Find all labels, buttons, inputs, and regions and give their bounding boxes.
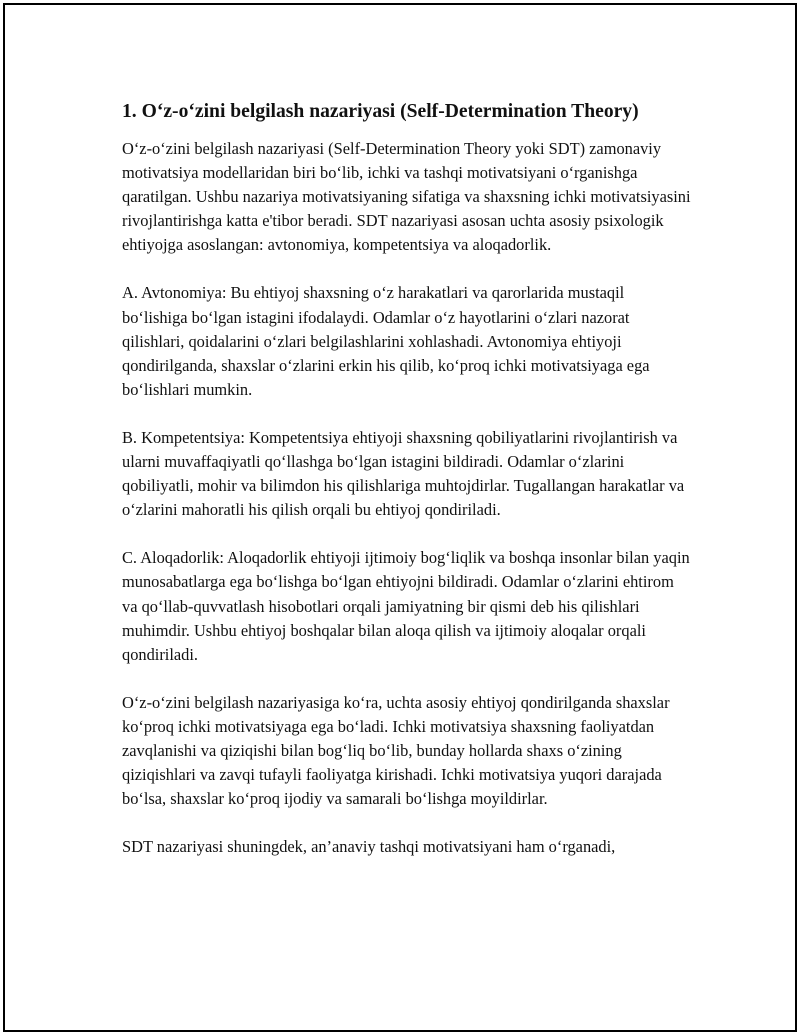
document-page xyxy=(3,3,797,1032)
document-body xyxy=(122,98,692,883)
paragraph-intro: O‘z-o‘zini belgilash nazariyasi (Self-Determination Theory yoki SDT) zamonaviy motivatsiya modellaridan biri bo‘lib, ichki va tashqi motivatsiyani o‘rganishga qaratilgan. Ushbu nazariya motivatsiyaning sifatiga va shaxsning ichki motivatsiyasini rivojlantirishga katta e'tibor beradi. SDT nazariyasi asosan uchta asosiy psixologik ehtiyojga asoslangan: avtonomiya, kompetentsiya va aloqadorlik. xyxy=(122,139,691,255)
paragraph-competence: B. Kompetentsiya: Kompetentsiya ehtiyoji shaxsning qobiliyatlarini rivojlantirish va ularni muvaffaqiyatli qo‘llashga bo‘lgan istagini bildiradi. Odamlar o‘zlarini qobiliyatli, mohir va bilimdon his qilishlariga muhtojdirlar. Tugallangan harakatlar va o‘zlarini mahoratli his qilish orqali bu ehtiyoj qondiriladi. xyxy=(122,427,685,520)
paragraph-intrinsic-motivation: O‘z-o‘zini belgilash nazariyasiga ko‘ra, uchta asosiy ehtiyoj qondirilganda shaxslar ko‘proq ichki motivatsiyaga ega bo‘ladi. Ichki motivatsiya shaxsning faoliyatdan zavqlanishi va qiziqishi bilan bog‘liq bo‘lib, bunday hollarda shaxs o‘zining qiziqishlari va zavqi tufayli faoliyatga kirishadi. Ichki motivatsiya yuqori darajada bo‘lsa, shaxslar ko‘proq ijodiy va samarali bo‘lishga moyildirlar. xyxy=(122,692,670,809)
paragraph-extrinsic-motivation: SDT nazariyasi shuningdek, an’anaviy tashqi motivatsiyani ham o‘rganadi, xyxy=(122,837,616,857)
section-heading: 1. O‘z-o‘zini belgilash nazariyasi (Self-Determination Theory) xyxy=(122,101,639,122)
paragraph-relatedness: C. Aloqadorlik: Aloqadorlik ehtiyoji ijtimoiy bog‘liqlik va boshqa insonlar bilan yaqin munosabatlarga ega bo‘lishga bo‘lgan ehtiyojni bildiradi. Odamlar o‘zlarini ehtirom va qo‘llab-quvvatlash hisobotlari orqali jamiyatning bir qismi deb his qilishlari muhimdir. Ushbu ehtiyoj boshqalar bilan aloqa qilish va ijtimoiy aloqalar orqali qondiriladi. xyxy=(122,548,690,664)
paragraph-autonomy: A. Avtonomiya: Bu ehtiyoj shaxsning o‘z harakatlari va qarorlarida mustaqil bo‘lishiga bo‘lgan istagini ifodalaydi. Odamlar o‘z hayotlarini o‘zlari nazorat qilishlari, qoidalarini o‘zlari belgilashlarini xohlashadi. Avtonomiya ehtiyoji qondirilganda, shaxslar o‘zlarini erkin his qilib, ko‘proq ichki motivatsiyaga ega bo‘lishlari mumkin. xyxy=(122,283,650,399)
